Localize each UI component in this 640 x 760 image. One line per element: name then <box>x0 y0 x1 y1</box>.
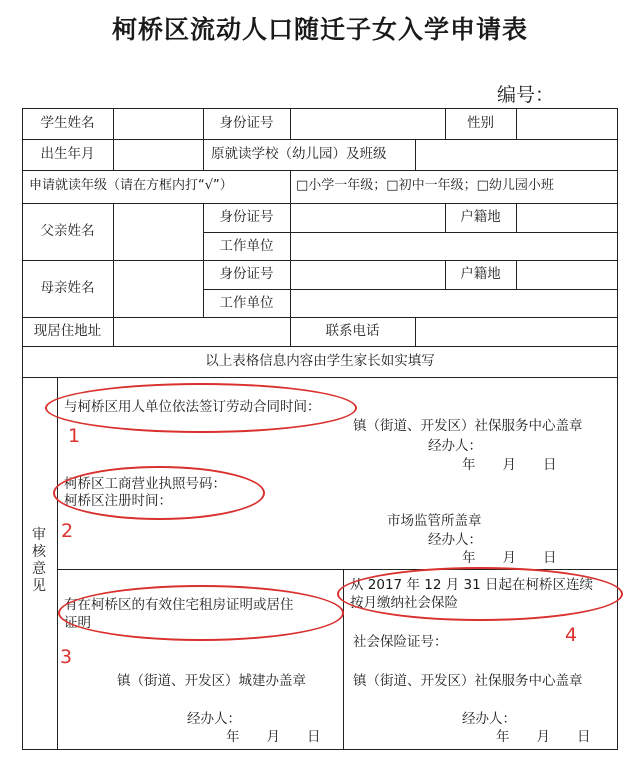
social-insurance-cert-label: 社会保险证号： <box>353 634 448 650</box>
business-license-number-label: 柯桥区工商营业执照号码： <box>64 476 226 492</box>
section2-date: 年 月 日 <box>462 550 557 566</box>
section3-date: 年 月 日 <box>226 729 321 745</box>
section3-agent-label: 经办人： <box>187 711 241 727</box>
mother-work-label: 工作单位 <box>219 295 274 311</box>
residence-proof-label: 有在柯桥区的有效住宅租房证明或居住 <box>64 597 294 613</box>
review-label-char: 审 <box>32 527 46 543</box>
mother-name-label: 母亲姓名 <box>40 280 95 296</box>
registration-time-label: 柯桥区注册时间： <box>64 493 172 509</box>
gender-label: 性别 <box>467 115 494 131</box>
highlight-ellipse-4 <box>337 567 623 621</box>
mother-id-label: 身份证号 <box>219 266 274 282</box>
annotation-number-4: 4 <box>565 624 578 646</box>
section1-date: 年 月 日 <box>462 457 557 473</box>
social-security-center-stamp: 镇（街道、开发区）社保服务中心盖章 <box>353 418 583 434</box>
section4-stamp: 镇（街道、开发区）社保服务中心盖章 <box>353 673 583 689</box>
declaration-text: 以上表格信息内容由学生家长如实填写 <box>205 353 435 369</box>
section2-agent-label: 经办人： <box>428 532 482 548</box>
mother-hukou-label: 户籍地 <box>460 266 501 282</box>
grade-label: 申请就读年级（请在方框内打“√”） <box>29 178 233 193</box>
form-title: 柯桥区流动人口随迁子女入学申请表 <box>111 15 528 44</box>
section4-agent-label: 经办人： <box>462 711 516 727</box>
market-supervision-stamp: 市场监管所盖章 <box>387 513 482 529</box>
annotation-number-1: 1 <box>68 425 81 447</box>
section1-agent-label: 经办人： <box>428 438 482 454</box>
birth-date-label: 出生年月 <box>40 146 95 162</box>
review-label-char: 意 <box>32 561 46 577</box>
review-label-char: 核 <box>32 544 46 560</box>
serial-number-label: 编号： <box>497 84 555 106</box>
previous-school-label: 原就读学校（幼儿园）及班级 <box>211 146 387 162</box>
labor-contract-time-label: 与柯桥区用人单位依法签订劳动合同时间： <box>64 399 321 415</box>
social-insurance-monthly-label: 按月缴纳社会保险 <box>350 595 458 611</box>
section4-date: 年 月 日 <box>496 729 591 745</box>
grade-options: □小学一年级；□初中一年级；□幼儿园小班 <box>296 178 554 193</box>
highlight-ellipse-1 <box>45 383 357 433</box>
residence-proof-label-cont: 证明 <box>64 615 91 631</box>
student-id-label: 身份证号 <box>219 115 274 131</box>
construction-office-stamp: 镇（街道、开发区）城建办盖章 <box>117 673 306 689</box>
highlight-ellipse-3 <box>58 585 344 641</box>
review-label-char: 见 <box>32 578 46 594</box>
father-name-label: 父亲姓名 <box>40 223 95 239</box>
address-label: 现居住地址 <box>33 323 102 339</box>
annotation-number-3: 3 <box>60 646 73 668</box>
father-hukou-label: 户籍地 <box>460 209 501 225</box>
highlight-ellipse-2 <box>53 466 265 520</box>
father-work-label: 工作单位 <box>219 238 274 254</box>
phone-label: 联系电话 <box>325 323 380 339</box>
student-name-label: 学生姓名 <box>40 115 95 131</box>
annotation-number-2: 2 <box>61 520 74 542</box>
social-insurance-continuous-label: 从 2017 年 12 月 31 日起在柯桥区连续 <box>350 577 593 593</box>
father-id-label: 身份证号 <box>219 209 274 225</box>
